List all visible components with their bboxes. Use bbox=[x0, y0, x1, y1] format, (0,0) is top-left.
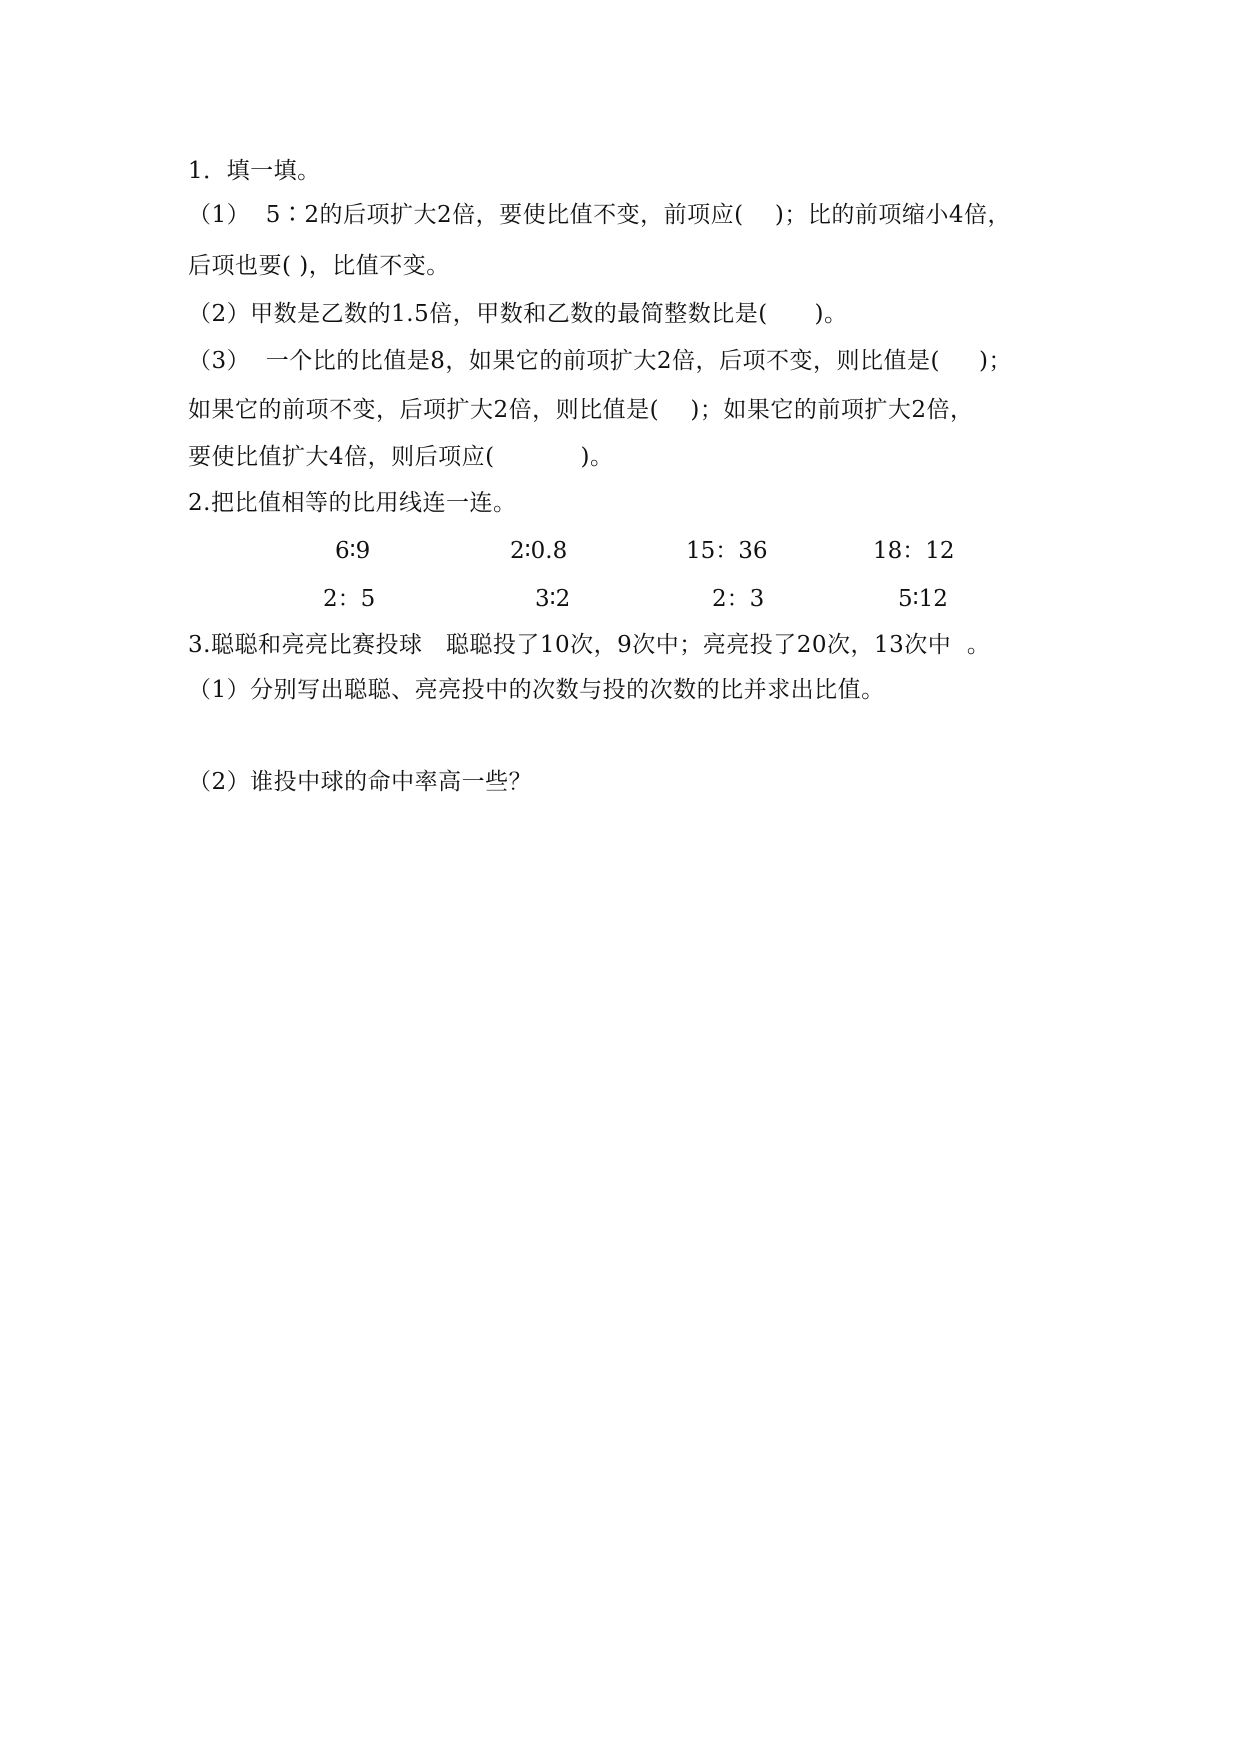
q1-part1-line2: 后项也要( )，比值不变。 bbox=[188, 253, 450, 279]
q1-part3-line1: （3） 一个比的比值是8，如果它的前项扩大2倍，后项不变，则比值是( )； bbox=[188, 348, 1013, 374]
ratio-item: 2：3 bbox=[712, 586, 765, 612]
q1-part2: （2）甲数是乙数的1.5倍，甲数和乙数的最简整数比是( )。 bbox=[188, 301, 848, 327]
q3-part1: （1）分别写出聪聪、亮亮投中的次数与投的次数的比并求出比值。 bbox=[188, 677, 885, 703]
ratio-item: 2∶0.8 bbox=[510, 538, 568, 564]
ratio-item: 15：36 bbox=[686, 538, 768, 564]
ratio-item: 6∶9 bbox=[335, 538, 371, 564]
q1-title: 1．填一填。 bbox=[188, 158, 321, 184]
q3-part2: （2）谁投中球的命中率高一些？ bbox=[188, 769, 533, 795]
q1-part1-line1: （1） 5∶2的后项扩大2倍，要使比值不变，前项应( )；比的前项缩小4倍， bbox=[188, 202, 1011, 228]
q1-part3-line3: 要使比值扩大4倍，则后项应( )。 bbox=[188, 444, 614, 470]
q1-part3-line2: 如果它的前项不变，后项扩大2倍，则比值是( )；如果它的前项扩大2倍， bbox=[188, 397, 974, 423]
ratio-item: 18：12 bbox=[873, 538, 955, 564]
ratio-item: 5∶12 bbox=[898, 586, 948, 612]
ratio-item: 2：5 bbox=[323, 586, 376, 612]
q3-title: 3.聪聪和亮亮比赛投球 聪聪投了10次，9次中；亮亮投了20次，13次中 。 bbox=[188, 632, 991, 658]
ratio-item: 3∶2 bbox=[535, 586, 571, 612]
q2-title: 2.把比值相等的比用线连一连。 bbox=[188, 490, 517, 516]
